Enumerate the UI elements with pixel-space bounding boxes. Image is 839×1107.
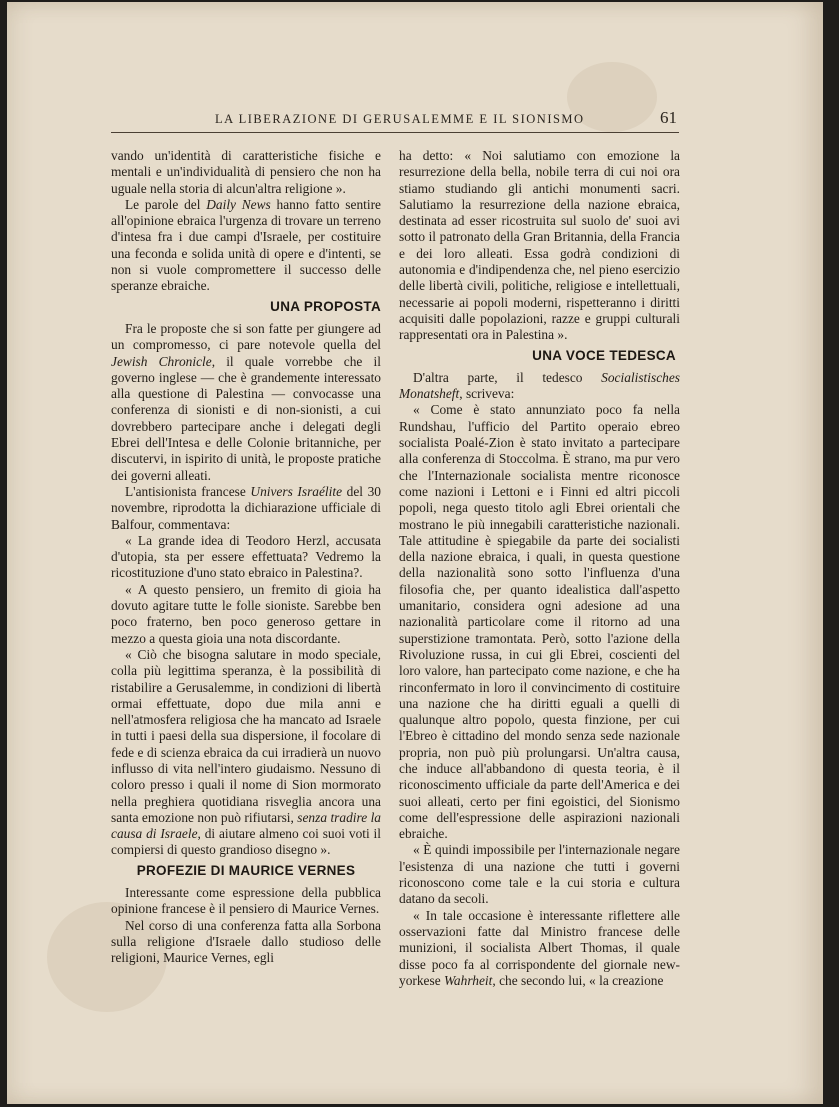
paragraph: D'altra parte, il tedesco Socialistisches Monatsheft, scriveva: [399,369,680,402]
paragraph: L'antisionista francese Univers Israélite del 30 novembre, riprodotta la dichiarazione ufficiale di Balfour, commentava: [111,483,381,532]
section-heading: PROFEZIE DI MAURICE VERNES [136,862,356,878]
paragraph: « Come è stato annunziato poco fa nella Rundshau, l'ufficio del Partito operaio ebreo socialista Poalé-Zion è stato invitato a partecipare alla conferenza di Stoccolma. È strano, ma pur vero che l'Internazionale socialista mentre riconosce come nazioni i Lettoni e i Finni ed altri piccoli popoli, nega questo titolo agli Ebrei orientali che mostrano le più innegabili caratteristiche nazionali. Tale attitudine è spiegabile da parte dei socialisti della nazione ebraica, i quali, in questa questione della nazionalità sono sotto l'influenza d'una filosofia che, per quanto idealistica dall'aspetto umanitario, considera ogni adesione ad una nazionalità particolare come il ritorno ad una superstizione tramontata. Però, sotto l'azione della Rivoluzione russa, in cui gli Ebrei, coscienti del loro valore, han partecipato come nazione, e che ha rinconfermato in loro il convincimento di costituire una nazione che ha diritti eguali a quelli di qualunque altro popolo, questa finzione, per cui l'Ebreo è cittadino del mondo senza sede nazionale propria, non può più prolungarsi. Un'altra causa, che induce all'abbandono di questa teoria, è il riconoscimento ufficiale da parte dell'America e dei suoi alleati, certo per fini egoistici, del Sionismo come dell'espressione delle aspirazioni nazionali ebraiche. [399,402,680,842]
paragraph: « A questo pensiero, un fremito di gioia ha dovuto agitare tutte le folle sioniste. Sarebbe ben poco fraterno, ben poco generoso gettare in mezzo a questa gioia una nota discordante. [111,581,381,646]
paragraph: « In tale occasione è interessante riflettere alle osservazioni fatte dal Ministro francese delle munizioni, il socialista Albert Thomas, il quale disse poco fa al corrispondente del giornale new-yorkese Wahrheit, che secondo lui, « la creazione [399,907,680,988]
page-number: 61 [660,108,677,127]
section-heading: UNA VOCE TEDESCA [532,347,676,363]
paragraph: Le parole del Daily News hanno fatto sentire all'opinione ebraica l'urgenza di trovare un terreno d'intesa fra i due campi d'Israele, per costituire una feconda e solida unità di opere e d'intenti, se non si vuole compromettere il successo delle speranze ebraiche. [111,196,382,294]
section-heading: UNA PROPOSTA [270,298,381,314]
right-column [399,148,680,989]
paragraph: « Ciò che bisogna salutare in modo speciale, colla più legittima speranza, è la possibilità di ristabilire a Gerusalemme, in condizioni di libertà ormai effettuate, dopo due mila anni e nell'atmosfera religiosa che ha mancato ad Israele in tutti i paesi della sua dispersione, il focolare di fede e di scienza ebraica da cui irradierà un nuovo influsso di vita nell'intero giudaismo. Nessuno di coloro presso i quali il nome di Sion mormorato nella preghiera quotidiana risveglia ancora una santa emozione non può rifiutarsi, senza tradire la causa di Israele, di aiutare almeno coi suoi voti il compiersi di questo grandioso disegno ». [111,646,381,858]
header-rule [111,132,679,133]
paragraph: Fra le proposte che si son fatte per giungere ad un compromesso, ci pare notevole quella del Jewish Chronicle, il quale vorrebbe che il governo inglese — che è grandemente interessato alla questione di Palestina — convocasse una conferenza di sionisti e di non-sionisti, a cui dovrebbero partecipare anche i delegati degli Ebrei dell'Intesa e delle Colonie britanniche, per discutervi, in ispirito di unità, le proposte pratiche dei governi alleati. [111,320,381,483]
book-page [7,2,823,1104]
paragraph: Nel corso di una conferenza fatta alla Sorbona sulla religione d'Israele dallo studioso delle religioni, Maurice Vernes, egli [111,917,381,966]
left-column [111,148,381,967]
paragraph: vando un'identità di caratteristiche fisiche e mentali e un'individualità di pensiero che non ha uguale nella storia di alcun'altra religione ». [111,148,381,196]
paragraph: « È quindi impossibile per l'internazionale negare l'esistenza di una nazione che tutti i governi riconoscono come tale e la cui storia e cultura datano da secoli. [399,842,680,907]
paragraph: ha detto: « Noi salutiamo con emozione la resurrezione della bella, nobile terra di cui noi ora stiamo studiando gli antichi monumenti sacri. Salutiamo la resurrezione della nazione ebraica, destinata ad esser ricostruita sul suolo de' suoi avi sotto il patronato della Gran Britannia, della Francia e dei loro alleati. Essa godrà condizioni di autonomia e d'indipendenza che, nel pieno esercizio delle libertà civili, politiche, religiose e intellettuali, necessarie ai popoli moderni, rispetteranno i diritti acquisiti dalle popolazioni, razze e gruppi culturali rappresentati ora in Palestina ». [399,148,680,343]
paragraph: « La grande idea di Teodoro Herzl, accusata d'utopia, sta per essere effettuata? Vedremo la ricostituzione d'uno stato ebraico in Palestina?. [111,532,381,581]
paragraph: Interessante come espressione della pubblica opinione francese è il pensiero di Maurice Vernes. [111,885,381,917]
running-header [207,110,677,130]
running-title: LA LIBERAZIONE DI GERUSALEMME E IL SIONISMO [215,112,585,126]
